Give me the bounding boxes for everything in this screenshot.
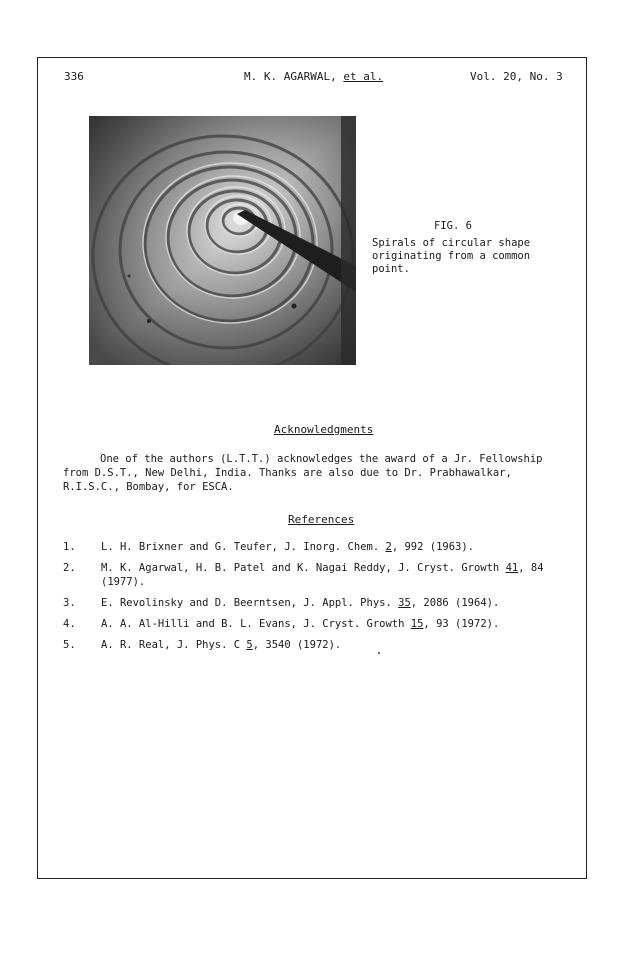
reference-number: 5. [63, 639, 76, 651]
acknowledgments-paragraph [63, 452, 563, 494]
references-heading: References [288, 513, 355, 526]
running-head-authors [244, 70, 383, 83]
reference-number: 2. [63, 562, 76, 574]
reference-number: 4. [63, 618, 76, 630]
author-etal: et al. [343, 70, 384, 83]
figure-caption: Spirals of circular shape originating from a common point. [372, 237, 531, 275]
ack-line-1: One of the authors (L.T.T.) acknowledges the award of a Jr. Fellowship [100, 453, 543, 465]
figure-number: FIG. 6 [434, 220, 472, 232]
reference-item [63, 540, 573, 554]
ack-line-3: R.I.S.C., Bombay, for ESCA. [63, 481, 234, 493]
reference-text: M. K. Agarwal, H. B. Patel and K. Nagai Reddy, J. Cryst. Growth 41, 84 (1977). [101, 562, 544, 588]
reference-number: 3. [63, 597, 76, 609]
reference-text: A. R. Real, J. Phys. C 5, 3540 (1972). [101, 639, 342, 651]
stray-mark [378, 652, 380, 654]
reference-item [63, 596, 573, 610]
ack-line-2: from D.S.T., New Delhi, India. Thanks are also due to Dr. Prabhawalkar, [63, 467, 512, 479]
acknowledgments-heading: Acknowledgments [274, 423, 374, 436]
volume-info: Vol. 20, No. 3 [470, 70, 563, 83]
reference-text: A. A. Al-Hilli and B. L. Evans, J. Cryst. Growth 15, 93 (1972). [101, 618, 500, 630]
references-list [63, 540, 573, 659]
figure-6-photograph [89, 116, 356, 365]
reference-item [63, 617, 573, 631]
page-number: 336 [64, 70, 84, 83]
reference-item [63, 561, 573, 589]
reference-text: E. Revolinsky and D. Beerntsen, J. Appl. Phys. 35, 2086 (1964). [101, 597, 500, 609]
reference-text: L. H. Brixner and G. Teufer, J. Inorg. Chem. 2, 992 (1963). [101, 541, 474, 553]
reference-item [63, 638, 573, 652]
reference-number: 1. [63, 541, 76, 553]
author-main: M. K. AGARWAL, [244, 70, 337, 83]
